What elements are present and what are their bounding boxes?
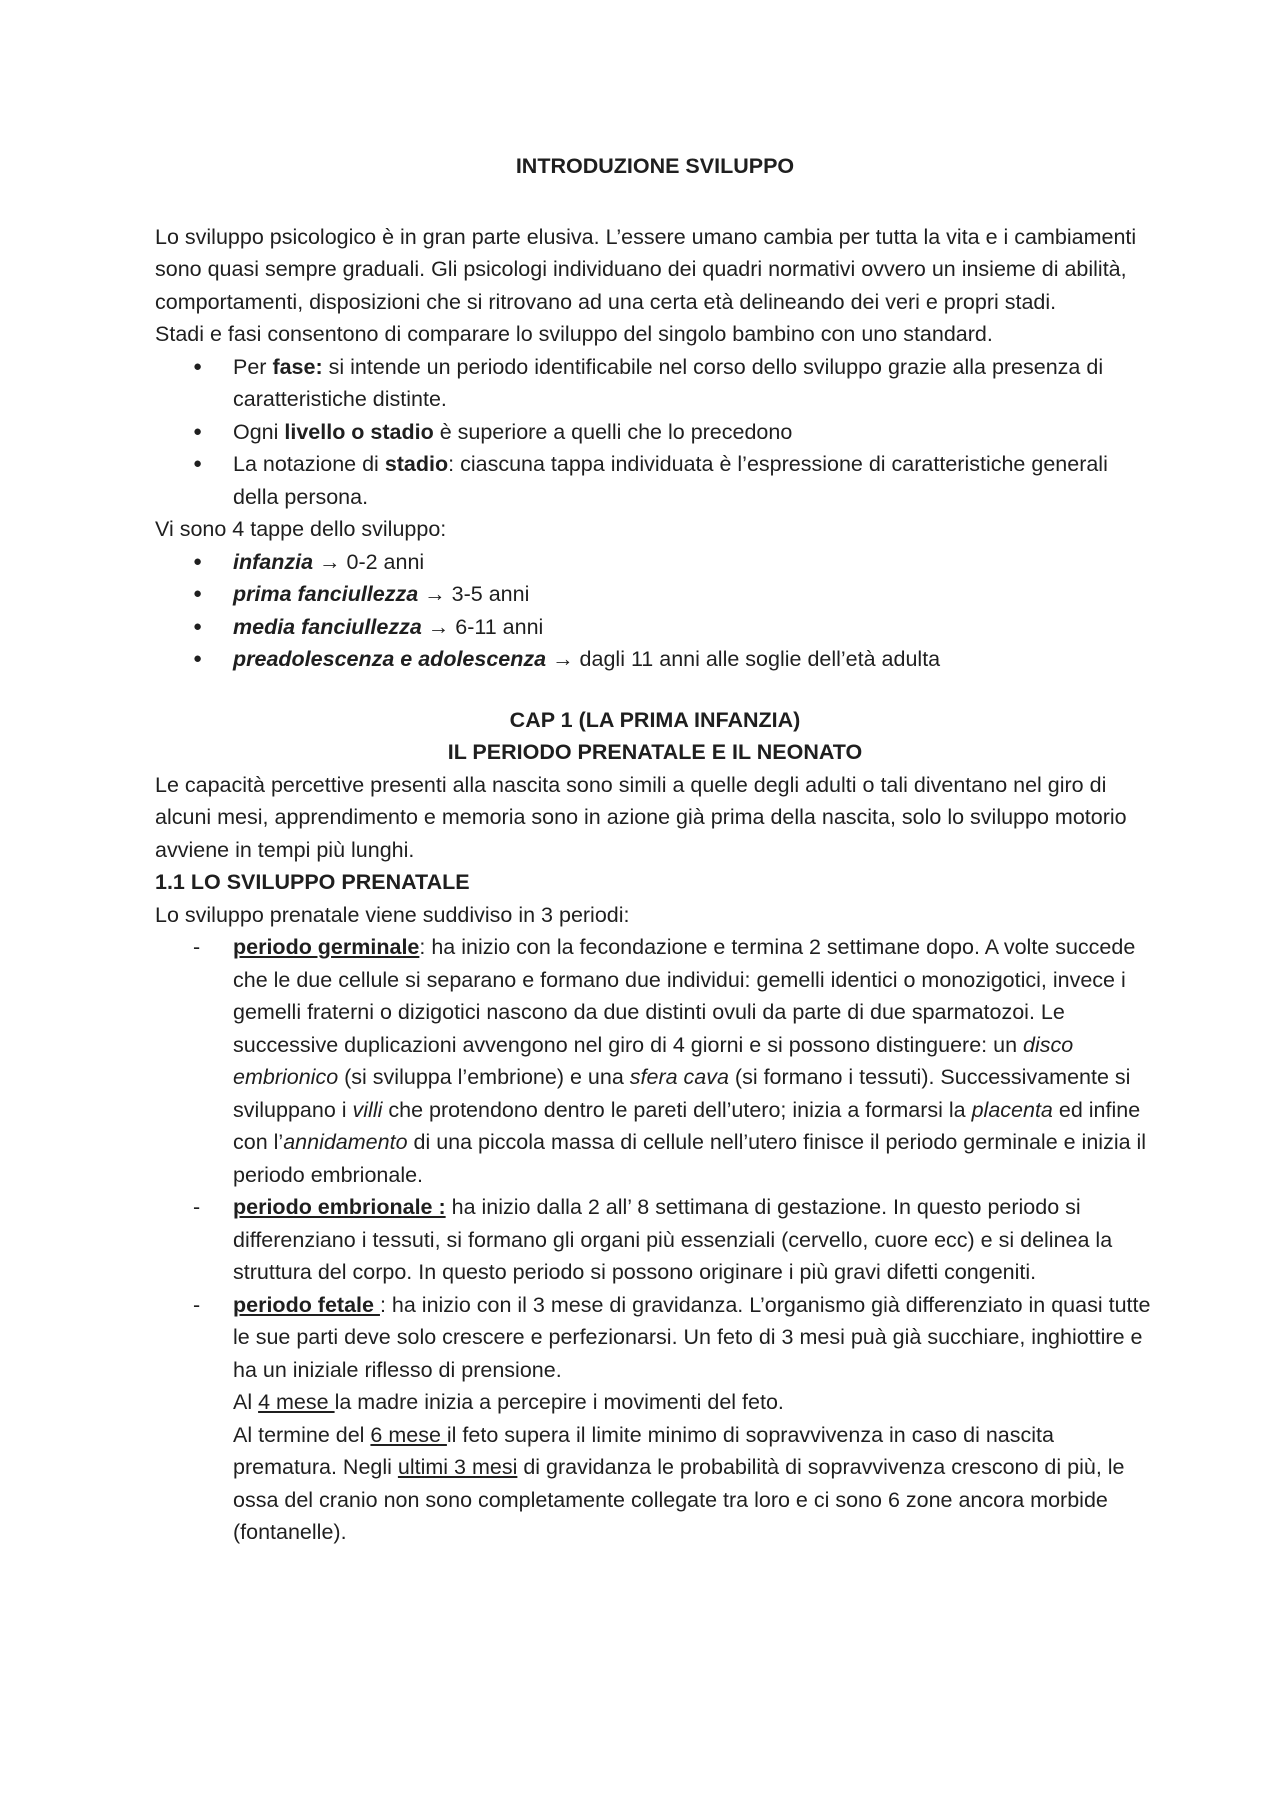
chapter-paragraph: Le capacità percettive presenti alla nascita sono simili a quelle degli adulti o tali diventano nel giro di alcuni mesi, apprendimento e memoria sono in azione già prima della nascita, solo lo sviluppo motorio avviene in tempi più lunghi. — [155, 772, 1127, 862]
stages-intro: Vi sono 4 tappe dello sviluppo: — [155, 517, 447, 541]
fetale-line-6-mese: Al termine del 6 mese il feto supera il limite minimo di sopravvivenza in caso di nascita prematura. Negli ultimi 3 mesi di gravidanza le probabilità di sopravvivenza crescono di più, le ossa del cranio non sono completamente collegate tra loro e ci sono 6 zone ancora morbide (fontanelle). — [233, 1422, 1125, 1544]
bullet-icon: ● — [193, 617, 203, 635]
periods-list — [155, 931, 1155, 1386]
chapter-subtitle: IL PERIODO PRENATALE E IL NEONATO — [447, 740, 863, 764]
bullet-icon: ● — [193, 650, 203, 667]
list-item-germinale: - periodo germinale: ha inizio con la fecondazione e termina 2 settimane dopo. A volte succede che le due cellule si separano e formano due individui: gemelli identici o monozigotici, invece i gemelli fraterni o dizigotici nascono da due distinti ovuli da parte di due sparmatozoi. Le successive duplicazioni avvengono nel giro di 4 giorni e si possono distinguere: un disco embrionico (si sviluppa l’embrione) e una sfera cava (si formano i tessuti). Successivamente si sviluppano i villi che protendono dentro le pareti dell’utero; inizia a formarsi la placenta ed infine con l’annidamento di una piccola massa di cellule nell’utero finisce il periodo germinale e inizia il periodo embrionale. — [193, 935, 1147, 1187]
intro-paragraph: Lo sviluppo psicologico è in gran parte elusiva. L’essere umano cambia per tutta la vita e i cambiamenti sono quasi sempre graduali. Gli psicologi individuano dei quadri normativi ovvero un insieme di abilità, comportamenti, disposizioni che si ritrovano ad una certa età delineando dei veri e propri stadi. — [155, 224, 1137, 314]
bullet-icon: ● — [193, 357, 203, 375]
term-germinale: periodo germinale — [233, 935, 420, 959]
list-item: ● media fanciullezza → 6-11 anni — [155, 611, 1155, 644]
list-item: ● Ogni livello o stadio è superiore a quelli che lo precedono — [155, 416, 1155, 449]
section-intro: Lo sviluppo prenatale viene suddiviso in 3 periodi: — [155, 902, 630, 927]
fetale-line-4-mese: Al 4 mese la madre inizia a percepire i movimenti del feto. — [233, 1390, 784, 1414]
chapter-title: CAP 1 (LA PRIMA INFANZIA) — [509, 707, 801, 732]
document-title: INTRODUZIONE SVILUPPO — [515, 154, 795, 178]
bullet-icon: ● — [193, 585, 203, 602]
list-item: ● Per fase: si intende un periodo identificabile nel corso dello sviluppo grazie alla presenza di caratteristiche distinte. — [155, 351, 1155, 416]
list-item: ● La notazione di stadio: ciascuna tappa individuata è l’espressione di caratteristiche generali della persona. — [155, 448, 1155, 513]
bullet-icon: ● — [193, 455, 203, 472]
bullet-icon: ● — [193, 552, 203, 570]
document-page — [155, 150, 1155, 1549]
list-item: ● preadolescenza e adolescenza → dagli 11 anni alle soglie dell’età adulta — [155, 643, 1155, 676]
section-heading: 1.1 LO SVILUPPO PRENATALE — [155, 870, 470, 894]
term-embrionale: periodo embrionale : — [233, 1195, 446, 1219]
term-fetale: periodo fetale — [233, 1292, 380, 1317]
list-item-embrionale: - periodo embrionale : ha inizio dalla 2 all’ 8 settimana di gestazione. In questo periodo si differenziano i tessuti, si formano gli organi più essenziali (cervello, cuore ecc) e si delinea la struttura del corpo. In questo periodo si possono originare i più gravi difetti congeniti. — [193, 1195, 1113, 1284]
stages-list — [155, 546, 1155, 676]
intro-paragraph-2: Stadi e fasi consentono di comparare lo sviluppo del singolo bambino con uno standard. — [155, 322, 993, 346]
bullet-icon: ● — [193, 422, 203, 440]
definitions-list — [155, 351, 1155, 514]
list-item: ● infanzia → 0-2 anni — [155, 546, 1155, 579]
list-item-fetale: - periodo fetale : ha inizio con il 3 mese di gravidanza. L’organismo già differenziato in quasi tutte le sue parti deve solo crescere e perfezionarsi. Un feto di 3 mesi puà già succhiare, inghiottire e ha un iniziale riflesso di prensione. — [193, 1292, 1151, 1382]
list-item: ● prima fanciullezza → 3-5 anni — [155, 578, 1155, 611]
